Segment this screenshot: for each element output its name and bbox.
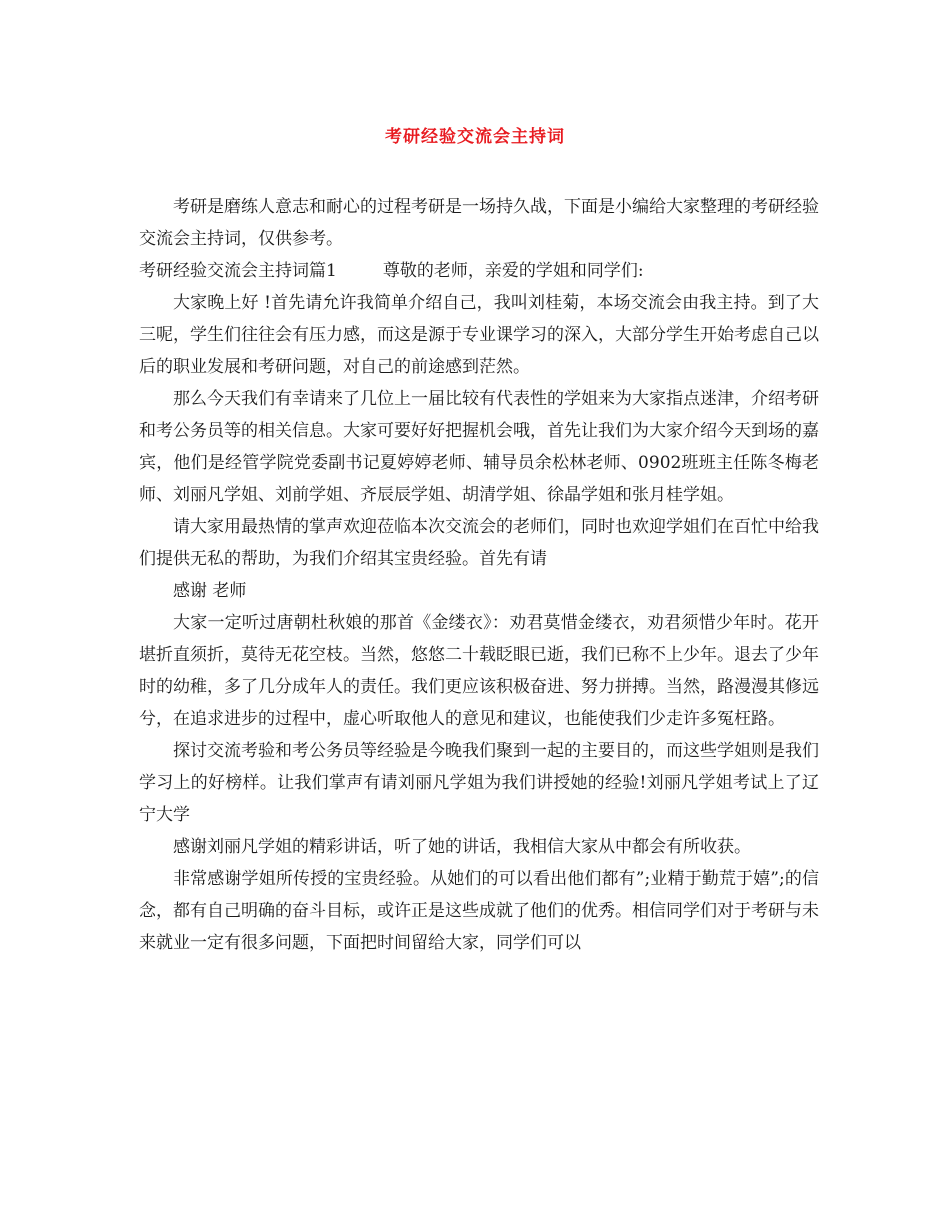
document-title: 考研经验交流会主持词 (385, 127, 565, 147)
paragraph-6: 探讨交流考验和考公务员等经验是今晚我们聚到一起的主要目的，而这些学姐则是我们学习上的好榜样。让我们掌声有请刘丽凡学姐为我们讲授她的经验!刘丽凡学姐考试上了辽宁大学 (139, 741, 819, 825)
paragraph-3: 请大家用最热情的掌声欢迎莅临本次交流会的老师们，同时也欢迎学姐们在百忙中给我们提供无私的帮助，为我们介绍其宝贵经验。首先有请 (139, 517, 819, 569)
section-heading: 考研经验交流会主持词篇1 (139, 261, 337, 281)
paragraph-1: 大家晚上好 !首先请允许我简单介绍自己，我叫刘桂菊，本场交流会由我主持。到了大三呢，学生们往往会有压力感，而这是源于专业课学习的深入，大部分学生开始考虑自己以后的职业发展和考研问题，对自己的前途感到茫然。 (139, 293, 819, 377)
greeting: 尊敬的老师，亲爱的学姐和同学们: (382, 261, 644, 281)
intro-paragraph: 考研是磨练人意志和耐心的过程考研是一场持久战，下面是小编给大家整理的考研经验交流会主持词，仅供参考。 (139, 197, 819, 249)
paragraph-8: 非常感谢学姐所传授的宝贵经验。从她们的可以看出他们都有”;业精于勤荒于嬉”;的信念，都有自己明确的奋斗目标，或许正是这些成就了他们的优秀。相信同学们对于考研与未来就业一定有很多问题，下面把时间留给大家，同学们可以 (139, 869, 819, 953)
paragraph-4: 感谢 老师 (173, 581, 247, 601)
section-heading-line (139, 255, 819, 287)
paragraph-7: 感谢刘丽凡学姐的精彩讲话，听了她的讲话，我相信大家从中都会有所收获。 (173, 837, 751, 857)
paragraph-5: 大家一定听过唐朝杜秋娘的那首《金缕衣》：劝君莫惜金缕衣，劝君须惜少年时。花开堪折直须折，莫待无花空枝。当然，悠悠二十载眨眼已逝，我们已称不上少年。退去了少年时的幼稚，多了几分成年人的责任。我们更应该积极奋进、努力拼搏。当然，路漫漫其修远兮，在追求进步的过程中，虚心听取他人的意见和建议，也能使我们少走许多冤枉路。 (139, 613, 819, 729)
document-body (139, 191, 819, 959)
paragraph-2: 那么今天我们有幸请来了几位上一届比较有代表性的学姐来为大家指点迷津，介绍考研和考公务员等的相关信息。大家可要好好把握机会哦，首先让我们为大家介绍今天到场的嘉宾，他们是经管学院党委副书记夏婷婷老师、辅导员余松林老师、0902班班主任陈冬梅老师、刘丽凡学姐、刘前学姐、齐辰辰学姐、胡清学姐、徐晶学姐和张月桂学姐。 (139, 389, 819, 505)
